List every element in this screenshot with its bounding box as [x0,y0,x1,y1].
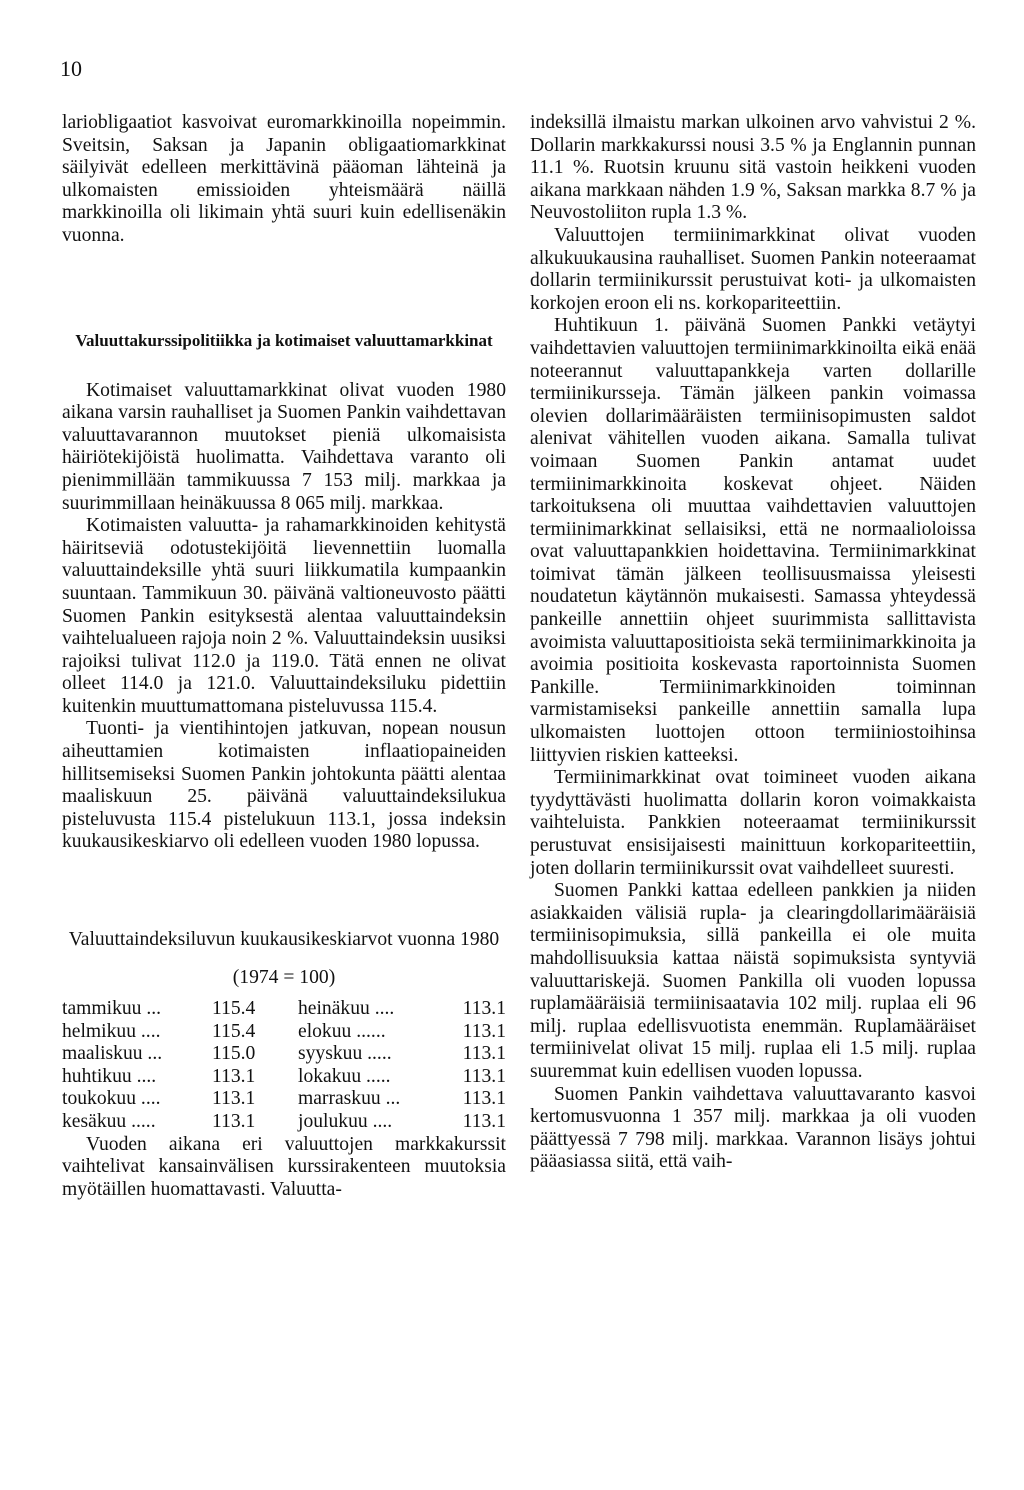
value-cell: 113.1 [462,1065,506,1087]
value-cell: 115.4 [212,998,256,1020]
month-cell: maaliskuu ... [62,1043,163,1065]
table-row [62,998,506,1021]
value-cell: 113.1 [212,1111,256,1132]
month-cell: kesäkuu ..... [62,1111,156,1132]
value-cell: 115.4 [212,1020,256,1042]
left-column [62,112,506,1201]
value-cell: 113.1 [462,1111,506,1132]
table-base-note: (1974 = 100) [232,967,336,989]
table-row [62,1111,506,1134]
month-cell: toukokuu .... [62,1088,161,1110]
section-heading: Valuuttakurssipolitiikka ja kotimaiset valuuttamarkkinat [75,330,493,350]
month-cell: marraskuu ... [298,1088,401,1110]
value-cell: 113.1 [212,1065,256,1087]
table-row [62,1021,506,1044]
paragraph: Kotimaiset valuuttamarkkinat olivat vuoden 1980 aikana varsin rauhalliset ja Suomen Pankin vaihdettavan valuuttavarannon muutokset pieniä ulkomaisista häiriötekijöistä huolimatta. Vaihdettava varanto oli pienimmillään tammikuussa 7 153 milj. markkaa ja suurimmillaan heinäkuussa 8 065 milj. markkaa. [62,379,506,514]
paragraph: Kotimaisten valuutta- ja rahamarkkinoiden kehitystä häiritseviä odotustekijöitä lievennettiin luomalla valuuttaindeksille yhtä suuri liikkumatila kumpaankin suuntaan. Tammikuun 30. päivänä valtioneuvosto päätti Suomen Pankin esityksestä alentaa valuuttaindeksin vaihtelualueen rajoja noin 2 %. Valuuttaindeksin uusiksi rajoiksi tulivat 112.0 ja 119.0. Tätä ennen ne olivat olleet 114.0 ja 121.0. Valuuttaindeksiluku pidettiin kuitenkin muuttumattomana pisteluvussa 115.4. [62,515,506,717]
value-cell: 113.1 [462,1088,506,1110]
value-cell: 115.0 [212,1043,256,1065]
page-number: 10 [60,56,82,81]
right-column [530,112,976,1174]
month-cell: helmikuu .... [62,1020,161,1042]
closing-paragraph: Vuoden aikana eri valuuttojen markkakurssit vaihtelivat kansainvälisen kurssirakenteen muutoksia myötäillen huomattavasti. Valuutta- [62,1133,506,1200]
paragraph: Tuonti- ja vientihintojen jatkuvan, nopean nousun aiheuttamien kotimaisten inflaatiopaineiden hillitsemiseksi Suomen Pankin johtokunta päätti alentaa maaliskuun 25. päivänä valuuttaindeksilukua pisteluvusta 115.4 pistelukuun 113.1, jossa indeksin kuukausikeskiarvo oli edelleen vuoden 1980 lopussa. [62,718,506,853]
value-cell: 113.1 [462,998,506,1020]
month-cell: syyskuu ..... [298,1043,392,1065]
paragraph: Suomen Pankki kattaa edelleen pankkien ja niiden asiakkaiden välisiä rupla- ja clearingdollarimääräisiä termiinisopimuksia, sillä pankeilla ei ole muita mahdollisuuksia kattaa näistä sopimuksista syntyviä valuuttariskejä. Suomen Pankilla oli vuoden lopussa ruplamääräisiä termiinisaatavia 102 milj. ruplaa eli 96 milj. ruplaa edellisvuotista enemmän. Ruplamääräiset termiinivelat olivat 15 milj. ruplaa eli 1.5 milj. ruplaa suuremmat kuin edellisen vuoden lopussa. [530,880,976,1082]
value-cell: 113.1 [462,1020,506,1042]
paragraph: indeksillä ilmaistu markan ulkoinen arvo vahvistui 2 %. Dollarin markkakurssi nousi 3.5 % ja Englannin punnan 11.1 %. Ruotsin kruunu sitä vastoin heikkeni vuoden aikana markkaan nähden 1.9 %, Saksan markka 8.7 % ja Neuvostoliiton rupla 1.3 %. [530,112,976,224]
table-row [62,1066,506,1089]
table-row [62,1043,506,1066]
paragraph: Valuuttojen termiinimarkkinat olivat vuoden alkukuukausina rauhalliset. Suomen Pankin noteeraamat dollarin termiinikurssit perustuivat koti- ja ulkomaisten korkojen eroon eli ns. korkopariteettiin. [530,224,976,314]
month-cell: heinäkuu .... [298,998,395,1020]
month-cell: lokakuu ..... [298,1065,391,1087]
intro-paragraph: lariobligaatiot kasvoivat euromarkkinoilla nopeimmin. Sveitsin, Saksan ja Japanin obligaatiomarkkinat säilyivät edelleen merkittävinä pääoman lähteinä ja ulkomaisten emissioiden yhteismäärä näillä markkinoilla oli likimain yhtä suuri kuin edellisenäkin vuonna. [62,112,506,246]
paragraph: Huhtikuun 1. päivänä Suomen Pankki vetäytyi vaihdettavien valuuttojen termiinimarkkinoilta eikä enää noteerannut valuuttapankkeja varten dollarille termiinikursseja. Tämän jälkeen pankin voimassa olevien dollarimääräisten termiinisopimusten saldot alenivat vähitellen vuoden aikana. Samalla tulivat voimaan Suomen Pankin antamat uudet termiinimarkkinoita koskevat ohjeet. Näiden tarkoituksena oli muuttaa vaihdettavien valuuttojen termiinimarkkinat sellaisiksi, että ne normaalioloissa ovat valuuttapankkien hoidettavina. Termiinimarkkinat toimivat tämän jälkeen teollisuusmaissa yleisesti noudatetun käytännön mukaisesti. Samassa yhteydessä pankeille annettiin ohjeet suurimmista sallittavista avoimista valuuttapositioista sekä termiinimarkkinoita ja avoimia positioita koskevasta raportoinnista Suomen Pankille. Termiinimarkkinoiden toiminnan varmistamiseksi pankeille annettiin samalla lupa ulkomaisten luottojen ottoon termiiniostoihinsa liittyvien riskien katteeksi. [530,315,976,766]
month-cell: elokuu ...... [298,1020,386,1042]
paragraph: Termiinimarkkinat ovat toimineet vuoden aikana tyydyttävästi huolimatta dollarin koron voimakkaista vaihteluista. Pankkien noteeraamat termiinikurssit perustuvat ensisijaisesti mainittuun korkopariteettiin, joten dollarin termiinikurssit ovat vaihdelleet suuresti. [530,767,976,879]
index-table [62,998,506,1134]
table-title: Valuuttaindeksiluvun kuukausikeskiarvot vuonna 1980 [68,929,500,951]
month-cell: tammikuu ... [62,998,162,1020]
table-row [62,1088,506,1111]
month-cell: huhtikuu .... [62,1065,157,1087]
value-cell: 113.1 [462,1043,506,1065]
paragraph: Suomen Pankin vaihdettava valuuttavaranto kasvoi kertomusvuonna 1 357 milj. markkaa ja oli vuoden päättyessä 7 798 milj. markkaa. Varannon lisäys johtui pääasiassa siitä, että vaih- [530,1083,976,1173]
index-table-block [62,928,506,1134]
value-cell: 113.1 [212,1088,256,1110]
month-cell: joulukuu .... [298,1111,393,1132]
